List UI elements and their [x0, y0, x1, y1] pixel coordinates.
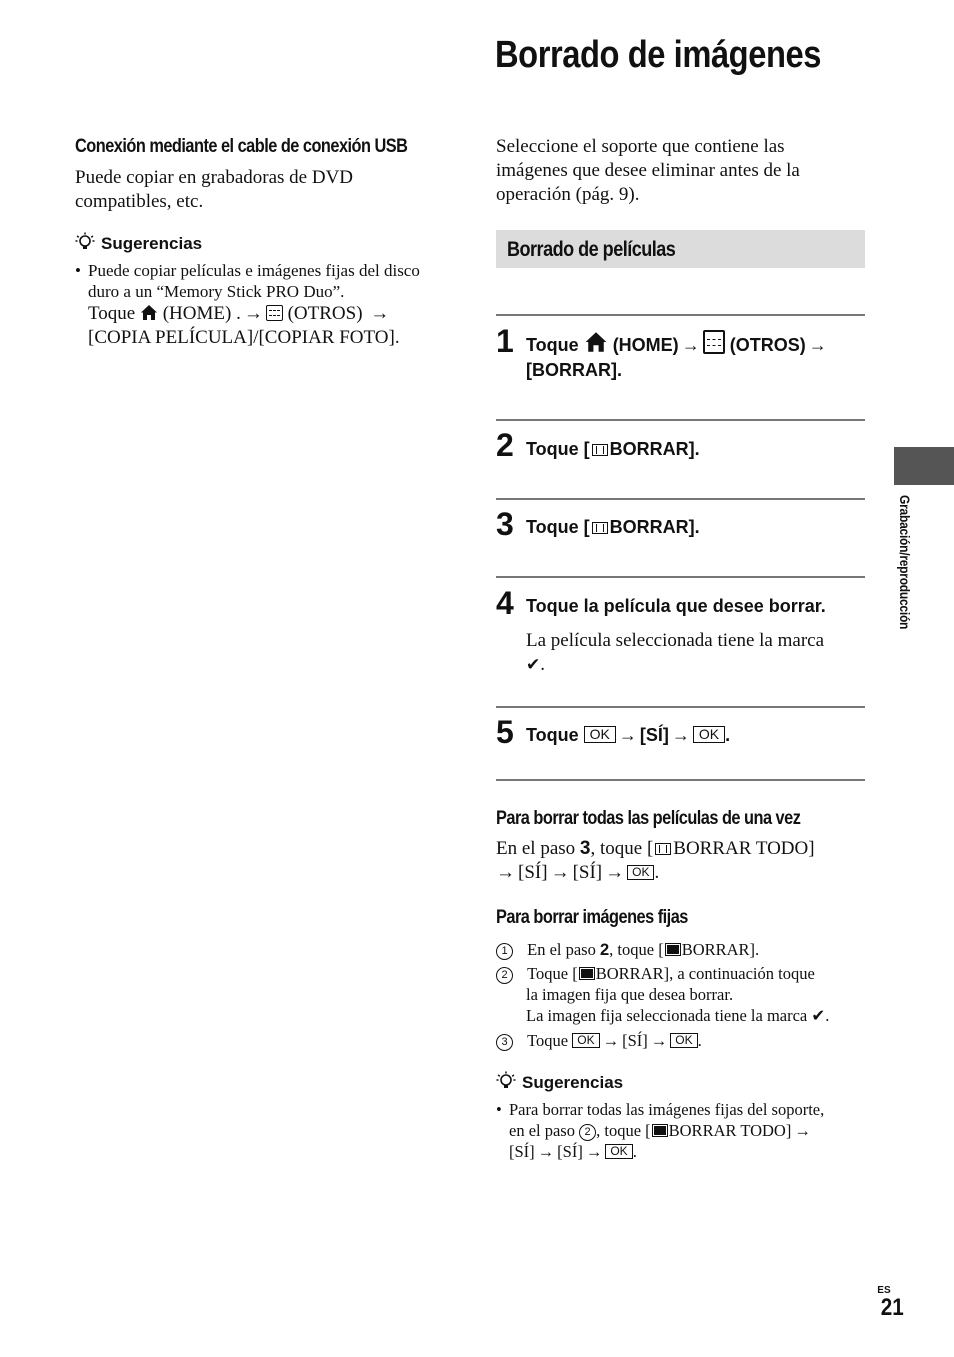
period: . — [697, 1031, 702, 1050]
circled-number: 2 — [496, 967, 513, 984]
step-1-borrar: [BORRAR]. — [526, 360, 622, 380]
step-yes: [SÍ] — [639, 725, 669, 745]
step-5-end: . — [725, 725, 731, 745]
arrow-icon: → — [618, 725, 637, 745]
yes-label: [SÍ] — [557, 1142, 583, 1161]
step-4-text: Toque la película que desee borrar. — [526, 596, 826, 616]
others-icon — [703, 330, 725, 354]
usb-text: Puede copiar en grabadoras de DVD compatibles, etc. — [75, 167, 354, 212]
step-1-text — [526, 330, 830, 358]
stills-text: En el paso — [527, 940, 600, 959]
arrow-icon: → — [602, 1031, 620, 1050]
usb-heading: Conexión mediante el cable de conexión USB — [75, 136, 408, 157]
ok-button-icon: OK — [670, 1033, 697, 1048]
tips-block-right — [496, 1071, 623, 1093]
ok-button-icon: OK — [572, 1033, 599, 1048]
photo-icon — [652, 1124, 668, 1137]
all-movies-text: En el paso — [496, 838, 580, 859]
tip-path-end: [COPIA PELÍCULA]/[COPIAR FOTO]. — [88, 327, 400, 348]
arrow-icon: → — [650, 1031, 668, 1050]
arrow-icon: → — [496, 862, 515, 883]
tip2-text: , toque [ — [596, 1121, 651, 1140]
tip2-text: en el paso — [509, 1121, 575, 1140]
stills-item-2-note — [526, 1005, 829, 1026]
step-ref: 2 — [599, 941, 610, 959]
all-movies-text: BORRAR TODO] — [673, 838, 815, 859]
tip-text: Puede copiar películas e imágenes fijas del disco duro a un “Memory Stick PRO Duo”. — [88, 261, 420, 301]
yes-label: [SÍ] — [518, 862, 548, 883]
tips-heading: Sugerencias — [522, 1073, 624, 1092]
stills-text: BORRAR], a continuación toque — [595, 964, 815, 983]
stills-text: Toque — [527, 1031, 569, 1050]
checkmark-icon: ✔ — [526, 655, 541, 675]
step-borrar: BORRAR]. — [609, 439, 700, 459]
stills-text: La imagen fija seleccionada tiene la marca — [526, 1006, 808, 1025]
section-heading-bar — [496, 230, 865, 268]
step-divider — [496, 314, 865, 316]
tip-others: (OTROS) — [287, 303, 363, 324]
photo-icon — [579, 967, 595, 980]
stills-text: Toque [ — [527, 964, 578, 983]
side-tab-label: Grabación/reproducción — [897, 495, 913, 630]
tip-path — [88, 302, 392, 326]
tip-home: (HOME) . — [162, 303, 241, 324]
all-movies-line2 — [496, 861, 659, 885]
yes-label: [SÍ] — [572, 862, 603, 883]
circled-number: 3 — [496, 1034, 513, 1051]
arrow-icon: → — [243, 303, 263, 324]
arrow-icon: → — [605, 862, 625, 883]
step-divider — [496, 779, 865, 781]
lightbulb-icon — [496, 1071, 516, 1091]
home-icon — [584, 331, 608, 353]
step-ref: 3 — [579, 838, 591, 859]
step-borrar: BORRAR]. — [609, 517, 700, 537]
step-home: (HOME) — [612, 335, 679, 355]
film-icon — [592, 444, 608, 456]
step-4-note-text: La película seleccionada tiene la marca — [526, 630, 825, 651]
film-icon — [655, 843, 671, 855]
language-code: ES — [877, 1285, 891, 1296]
ok-button-icon: OK — [605, 1144, 632, 1159]
step-number: 3 — [496, 506, 514, 542]
tip2-line1: Para borrar todas las imágenes fijas del soporte, — [509, 1100, 825, 1119]
step-divider — [496, 706, 865, 708]
step-touch: Toque — [526, 335, 579, 355]
stills-item-2-cont: la imagen fija que desea borrar. — [526, 985, 734, 1004]
film-icon — [592, 522, 608, 534]
step-5-text — [526, 722, 730, 748]
stills-item-3 — [496, 1030, 702, 1051]
stills-text: BORRAR]. — [681, 940, 760, 959]
step-number: 5 — [496, 714, 514, 750]
arrow-icon: → — [537, 1142, 555, 1161]
arrow-icon: → — [808, 335, 827, 355]
step-number: 2 — [496, 427, 514, 463]
tips-heading: Sugerencias — [101, 234, 203, 253]
tip-bullet: • — [496, 1100, 502, 1119]
step-touch: Toque — [526, 725, 579, 745]
step-others: (OTROS) — [729, 335, 806, 355]
page-number-value: 21 — [881, 1294, 904, 1321]
side-tab-marker — [894, 447, 954, 485]
arrow-icon: → — [671, 725, 690, 745]
arrow-icon: → — [550, 862, 570, 883]
stills-item-1 — [496, 939, 759, 961]
section-heading: Borrado de películas — [507, 238, 676, 261]
tip2-text: BORRAR TODO] — [668, 1121, 792, 1140]
step-divider — [496, 419, 865, 421]
yes-label: [SÍ] — [509, 1142, 535, 1161]
period: . — [632, 1142, 637, 1161]
ok-button-icon: OK — [693, 726, 725, 743]
step-2-text — [526, 436, 700, 462]
step-3-text — [526, 514, 700, 540]
circled-number: 1 — [496, 943, 513, 960]
intro-text: Seleccione el soporte que contiene las imágenes que desee eliminar antes de la operación (pág. 9). — [496, 136, 800, 205]
tip2-line3 — [509, 1141, 637, 1162]
period: . — [825, 1006, 830, 1025]
checkmark-icon: ✔ — [811, 1006, 826, 1025]
stills-heading: Para borrar imágenes fijas — [496, 907, 688, 928]
arrow-icon: → — [370, 303, 390, 324]
ok-button-icon: OK — [627, 865, 654, 880]
page-number — [877, 1285, 904, 1320]
ok-button-icon: OK — [584, 726, 616, 743]
lightbulb-icon — [75, 232, 95, 252]
page-title: Borrado de imágenes — [495, 34, 821, 76]
stills-item-2 — [496, 963, 815, 984]
step-touch: Toque [ — [526, 517, 590, 537]
step-divider — [496, 498, 865, 500]
all-movies-text: , toque [ — [590, 838, 654, 859]
arrow-icon: → — [681, 335, 700, 355]
step-4-note-end: . — [540, 654, 545, 675]
arrow-icon: → — [585, 1142, 603, 1161]
step-number: 1 — [496, 323, 514, 359]
tips-block-left — [75, 232, 202, 254]
home-icon — [140, 304, 158, 321]
step-divider — [496, 576, 865, 578]
yes-label: [SÍ] — [622, 1031, 648, 1050]
tip-touch: Toque — [88, 303, 136, 324]
photo-icon — [665, 943, 681, 956]
period: . — [654, 862, 660, 883]
tip-bullet: • — [75, 261, 81, 280]
circled-number: 2 — [579, 1124, 596, 1141]
tip2-line2 — [509, 1120, 814, 1141]
all-movies-heading: Para borrar todas las películas de una vez — [496, 808, 801, 829]
step-4-note — [526, 629, 866, 677]
others-icon — [266, 305, 283, 321]
step-touch: Toque [ — [526, 439, 590, 459]
arrow-icon: → — [794, 1121, 811, 1140]
step-number: 4 — [496, 585, 514, 621]
all-movies-line1 — [496, 837, 815, 861]
stills-text: , toque [ — [609, 940, 664, 959]
